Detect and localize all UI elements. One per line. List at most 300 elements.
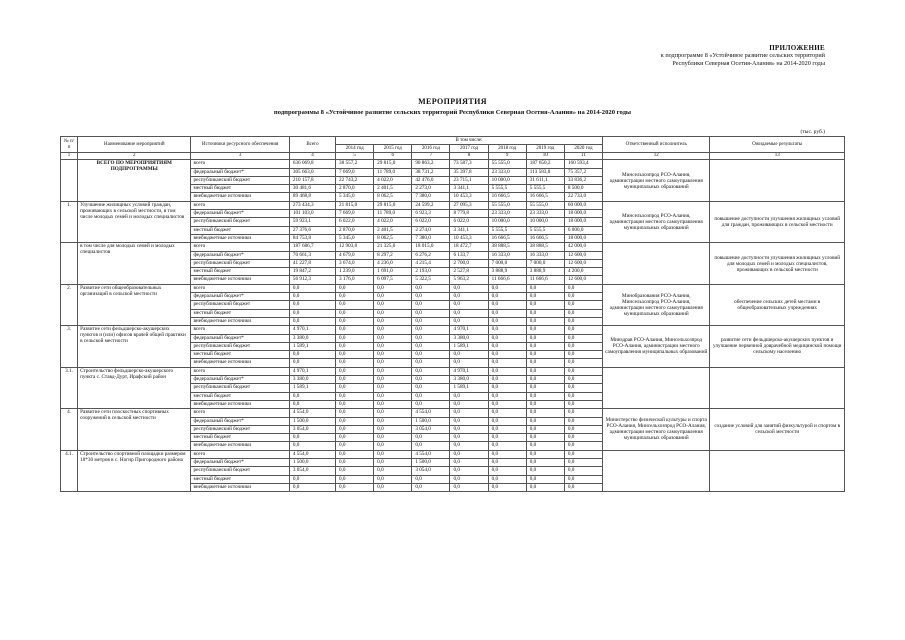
column-number: 11 xyxy=(564,153,602,160)
measure-name-cell: Строительство спортивной площадки размером 18*30 метров в с. Ногир Пригородного района xyxy=(78,450,191,491)
year-value-cell: 4 554,0 xyxy=(412,450,450,458)
col-incl-header: В том числе: xyxy=(336,137,603,145)
year-value-cell: 2 274,0 xyxy=(412,226,450,234)
year-value-cell: 3 341,1 xyxy=(450,226,488,234)
result-cell: развитие сети фельдшерско-акушерских пунктов и улучшение первичной доврачебной медицинской помощи сельскому населению xyxy=(710,326,845,367)
col-name-header: Наименование мероприятий xyxy=(78,137,191,153)
source-cell: республиканский бюджет xyxy=(191,176,289,184)
total-cell: 0,0 xyxy=(289,400,335,408)
year-value-cell: 0,0 xyxy=(336,400,374,408)
year-value-cell: 8 062,5 xyxy=(374,193,412,201)
year-value-cell: 23 333,0 xyxy=(488,168,526,176)
year-value-cell: 7 669,0 xyxy=(336,168,374,176)
source-cell: республиканский бюджет xyxy=(191,218,289,226)
source-cell: республиканский бюджет xyxy=(191,425,289,433)
appendix-line-2: Республики Северная Осетия-Алания» на 2014-2020 годы xyxy=(672,60,825,67)
column-number: 2 xyxy=(78,153,191,160)
year-value-cell: 0,0 xyxy=(412,309,450,317)
year-value-cell: 0,0 xyxy=(374,434,412,442)
year-value-cell: 0,0 xyxy=(564,342,602,350)
year-value-cell: 3 674,0 xyxy=(336,259,374,267)
year-value-cell: 0,0 xyxy=(526,317,564,325)
year-value-cell: 0,0 xyxy=(412,434,450,442)
year-value-cell: 0,0 xyxy=(488,400,526,408)
year-value-cell: 0,0 xyxy=(526,293,564,301)
source-cell: внебюджетные источники xyxy=(191,483,289,491)
source-cell: республиканский бюджет xyxy=(191,259,289,267)
doc-title: МЕРОПРИЯТИЯ xyxy=(418,97,487,106)
year-value-cell: 0,0 xyxy=(336,417,374,425)
source-cell: республиканский бюджет xyxy=(191,301,289,309)
total-cell: 0,0 xyxy=(289,475,335,483)
year-value-cell: 0,0 xyxy=(336,434,374,442)
year-value-cell: 0,0 xyxy=(526,384,564,392)
year-value-cell: 16 666,5 xyxy=(488,193,526,201)
year-value-cell: 0,0 xyxy=(526,376,564,384)
year-value-cell: 0,0 xyxy=(336,342,374,350)
year-value-cell: 0,0 xyxy=(564,392,602,400)
year-value-cell: 4 022,0 xyxy=(374,218,412,226)
table-row xyxy=(61,409,845,417)
year-value-cell: 38 888,5 xyxy=(526,243,564,251)
year-value-cell: 0,0 xyxy=(336,284,374,292)
year-value-cell: 2 527,8 xyxy=(450,268,488,276)
year-value-cell: 0,0 xyxy=(336,326,374,334)
year-value-cell: 0,0 xyxy=(374,483,412,491)
year-value-cell: 0,0 xyxy=(336,317,374,325)
source-cell: федеральный бюджет* xyxy=(191,251,289,259)
year-value-cell: 0,0 xyxy=(450,450,488,458)
year-value-cell: 0,0 xyxy=(488,367,526,375)
year-value-cell: 0,0 xyxy=(564,467,602,475)
appendix-title: ПРИЛОЖЕНИЕ xyxy=(769,44,825,52)
total-cell: 3 380,0 xyxy=(289,376,335,384)
year-value-cell: 0,0 xyxy=(374,384,412,392)
year-value-cell: 3 176,0 xyxy=(336,276,374,284)
year-value-cell: 16 666,5 xyxy=(526,193,564,201)
year-value-cell: 0,0 xyxy=(336,384,374,392)
year-value-cell: 0,0 xyxy=(412,326,450,334)
year-header: 2016 год xyxy=(412,145,450,153)
year-value-cell: 0,0 xyxy=(412,475,450,483)
year-value-cell: 0,0 xyxy=(336,351,374,359)
total-cell: 4 554,0 xyxy=(289,409,335,417)
year-value-cell: 0,0 xyxy=(564,434,602,442)
total-cell: 0,0 xyxy=(289,351,335,359)
measure-name-cell: Строительство фельдшерско-акушерского пункта с. Ставд-Дурт, Ирафский район xyxy=(78,367,191,408)
total-cell: 4 554,0 xyxy=(289,450,335,458)
source-cell: всего xyxy=(191,201,289,209)
year-value-cell: 22 733,0 xyxy=(564,193,602,201)
year-value-cell: 0,0 xyxy=(374,351,412,359)
year-value-cell: 4 970,1 xyxy=(450,367,488,375)
measure-name-cell: Развитие сети общеобразовательных организаций в сельской местности xyxy=(78,284,191,325)
year-value-cell: 12 600,0 xyxy=(564,259,602,267)
year-value-cell: 55 555,0 xyxy=(488,160,526,168)
total-cell: 84 753,8 xyxy=(289,234,335,242)
year-value-cell: 42 476,0 xyxy=(412,176,450,184)
source-cell: республиканский бюджет xyxy=(191,342,289,350)
year-value-cell: 2 401,5 xyxy=(374,226,412,234)
total-cell: 0,0 xyxy=(289,309,335,317)
year-value-cell: 11 789,0 xyxy=(374,168,412,176)
year-value-cell: 0,0 xyxy=(412,359,450,367)
year-value-cell: 3 341,1 xyxy=(450,185,488,193)
total-cell: 0,0 xyxy=(289,483,335,491)
year-value-cell: 7 380,0 xyxy=(412,234,450,242)
year-value-cell: 0,0 xyxy=(450,301,488,309)
year-value-cell: 55 555,0 xyxy=(488,201,526,209)
source-cell: всего xyxy=(191,284,289,292)
year-value-cell: 18 015,0 xyxy=(412,243,450,251)
year-value-cell: 2 193,0 xyxy=(412,268,450,276)
source-cell: внебюджетные источники xyxy=(191,276,289,284)
year-value-cell: 8 500,0 xyxy=(564,185,602,193)
table-row xyxy=(61,243,845,251)
year-value-cell: 0,0 xyxy=(412,400,450,408)
year-value-cell: 5 555,5 xyxy=(488,226,526,234)
total-cell: 0,0 xyxy=(289,301,335,309)
year-value-cell: 4 679,0 xyxy=(336,251,374,259)
row-number-cell: 4. xyxy=(61,409,78,450)
measure-name-cell: Развитие сети фельдшерско-акушерских пунктов и (или) офисов врачей общей практики в сельской местности xyxy=(78,326,191,367)
year-value-cell: 0,0 xyxy=(564,351,602,359)
total-cell: 1 589,1 xyxy=(289,342,335,350)
source-cell: всего xyxy=(191,160,289,168)
source-cell: всего xyxy=(191,367,289,375)
year-value-cell: 3 888,9 xyxy=(488,268,526,276)
year-value-cell: 0,0 xyxy=(564,425,602,433)
year-value-cell: 10 000,0 xyxy=(526,218,564,226)
year-value-cell: 11 789,0 xyxy=(374,210,412,218)
column-number: 5 xyxy=(336,153,374,160)
source-cell: местный бюджет xyxy=(191,309,289,317)
year-value-cell: 6 022,0 xyxy=(412,218,450,226)
doc-subtitle: подпрограммы 8 «Устойчивое развитие сельских территорий Республики Северная Осетия-Алания» на 2014-2020 годы xyxy=(273,109,632,116)
source-cell: местный бюджет xyxy=(191,475,289,483)
total-cell: 3 054,0 xyxy=(289,467,335,475)
year-value-cell: 0,0 xyxy=(336,367,374,375)
year-value-cell: 2 870,0 xyxy=(336,226,374,234)
year-value-cell: 3 380,0 xyxy=(450,376,488,384)
total-cell: 1 500,0 xyxy=(289,417,335,425)
table-row xyxy=(61,284,845,292)
year-value-cell: 0,0 xyxy=(526,392,564,400)
year-value-cell: 0,0 xyxy=(526,342,564,350)
year-header: 2019 год xyxy=(526,145,564,153)
year-value-cell: 0,0 xyxy=(412,317,450,325)
year-value-cell: 0,0 xyxy=(374,367,412,375)
year-value-cell: 0,0 xyxy=(526,417,564,425)
year-value-cell: 0,0 xyxy=(488,326,526,334)
year-value-cell: 10 000,0 xyxy=(488,176,526,184)
source-cell: федеральный бюджет* xyxy=(191,417,289,425)
year-value-cell: 0,0 xyxy=(488,434,526,442)
year-value-cell: 0,0 xyxy=(564,483,602,491)
year-value-cell: 0,0 xyxy=(374,425,412,433)
year-value-cell: 0,0 xyxy=(564,442,602,450)
year-value-cell: 0,0 xyxy=(336,475,374,483)
year-value-cell: 0,0 xyxy=(450,284,488,292)
year-value-cell: 0,0 xyxy=(336,392,374,400)
year-value-cell: 0,0 xyxy=(564,376,602,384)
year-header: 2018 год xyxy=(488,145,526,153)
year-value-cell: 0,0 xyxy=(374,309,412,317)
result-cell xyxy=(710,367,845,408)
year-value-cell: 0,0 xyxy=(412,284,450,292)
result-cell: обеспечение сельских детей местами в общеобразовательных учреждениях xyxy=(710,284,845,325)
year-value-cell: 6 133,7 xyxy=(450,251,488,259)
source-cell: республиканский бюджет xyxy=(191,467,289,475)
year-value-cell: 33 836,2 xyxy=(564,176,602,184)
year-value-cell: 4 236,0 xyxy=(374,259,412,267)
year-value-cell: 0,0 xyxy=(374,475,412,483)
source-cell: всего xyxy=(191,243,289,251)
year-value-cell: 0,0 xyxy=(564,400,602,408)
year-value-cell: 18 472,7 xyxy=(450,243,488,251)
column-number: 7 xyxy=(412,153,450,160)
units-label: (тыс. руб.) xyxy=(800,129,825,135)
year-value-cell: 6 097,5 xyxy=(374,276,412,284)
year-value-cell: 0,0 xyxy=(336,483,374,491)
year-value-cell: 35 397,8 xyxy=(450,168,488,176)
year-value-cell: 0,0 xyxy=(374,317,412,325)
year-value-cell: 42 000,0 xyxy=(564,243,602,251)
total-cell: 4 970,1 xyxy=(289,367,335,375)
year-value-cell: 0,0 xyxy=(374,301,412,309)
column-number: 9 xyxy=(488,153,526,160)
year-value-cell: 0,0 xyxy=(412,293,450,301)
year-value-cell: 16 333,0 xyxy=(526,251,564,259)
year-value-cell: 0,0 xyxy=(526,301,564,309)
source-cell: республиканский бюджет xyxy=(191,384,289,392)
year-value-cell: 0,0 xyxy=(450,409,488,417)
result-cell: повышение доступности улучшения жилищных условий для граждан, проживающих в сельской местности xyxy=(710,201,845,242)
year-value-cell: 0,0 xyxy=(450,467,488,475)
year-value-cell: 23 715,1 xyxy=(450,176,488,184)
year-value-cell: 0,0 xyxy=(564,458,602,466)
year-value-cell: 0,0 xyxy=(374,392,412,400)
total-cell: 59 923,1 xyxy=(289,218,335,226)
source-cell: местный бюджет xyxy=(191,351,289,359)
source-cell: всего xyxy=(191,450,289,458)
year-value-cell: 0,0 xyxy=(374,442,412,450)
year-value-cell: 0,0 xyxy=(336,409,374,417)
year-value-cell: 7 380,0 xyxy=(412,193,450,201)
year-value-cell: 0,0 xyxy=(526,309,564,317)
year-value-cell: 0,0 xyxy=(450,475,488,483)
year-value-cell: 73 587,3 xyxy=(450,160,488,168)
year-value-cell: 0,0 xyxy=(488,425,526,433)
result-cell: создание условий для занятий физкультурой и спортом в сельской местности xyxy=(710,409,845,450)
year-value-cell: 21 325,0 xyxy=(374,243,412,251)
year-value-cell: 0,0 xyxy=(336,425,374,433)
table-row xyxy=(61,450,845,458)
year-value-cell: 0,0 xyxy=(564,450,602,458)
executor-cell: Минздрав РСО-Алания, Минсельхозпрод РСО-Алания, администрации местного самоуправления муниципальных образований xyxy=(603,326,710,367)
row-number-cell: 3.1. xyxy=(61,367,78,408)
year-value-cell: 0,0 xyxy=(564,359,602,367)
row-number-cell: 2. xyxy=(61,284,78,325)
year-value-cell: 7 000,0 xyxy=(488,259,526,267)
year-value-cell: 22 743,2 xyxy=(336,176,374,184)
executor-cell xyxy=(603,367,710,408)
total-cell: 41 227,8 xyxy=(289,259,335,267)
source-cell: федеральный бюджет* xyxy=(191,376,289,384)
measures-table xyxy=(60,136,845,492)
year-value-cell: 0,0 xyxy=(450,392,488,400)
year-value-cell: 0,0 xyxy=(374,400,412,408)
source-cell: федеральный бюджет* xyxy=(191,334,289,342)
year-value-cell: 0,0 xyxy=(564,301,602,309)
row-number-cell: 3. xyxy=(61,326,78,367)
year-value-cell: 0,0 xyxy=(564,417,602,425)
year-value-cell: 0,0 xyxy=(374,467,412,475)
year-value-cell: 24 599,2 xyxy=(412,201,450,209)
total-cell: 305 663,0 xyxy=(289,168,335,176)
year-value-cell: 0,0 xyxy=(336,376,374,384)
year-value-cell: 187 650,2 xyxy=(526,160,564,168)
total-cell: 4 970,1 xyxy=(289,326,335,334)
year-value-cell: 0,0 xyxy=(564,367,602,375)
year-value-cell: 1 239,0 xyxy=(336,268,374,276)
result-cell: повышение доступности улучшения жилищных условий для молодых семей и молодых специалистов, проживающих в сельской местности xyxy=(710,243,845,284)
col-executor-header: Ответственный исполнитель xyxy=(603,137,710,153)
year-value-cell: 60 000,0 xyxy=(564,201,602,209)
total-cell: 3 054,0 xyxy=(289,425,335,433)
year-value-cell: 0,0 xyxy=(526,409,564,417)
year-value-cell: 0,0 xyxy=(526,400,564,408)
column-number: 4 xyxy=(289,153,335,160)
executor-cell: Минсельхозпрод РСО-Алания, администрации местного самоуправления муниципальных образований xyxy=(603,201,710,242)
year-value-cell: 0,0 xyxy=(488,351,526,359)
executor-cell: Министерство физической культуры и спорта РСО-Алания, Минсельхозпрод РСО-Алания, администрации местного самоуправления муниципальных образований xyxy=(603,409,710,450)
year-value-cell: 1 589,1 xyxy=(450,384,488,392)
year-value-cell: 0,0 xyxy=(412,483,450,491)
year-value-cell: 0,0 xyxy=(450,442,488,450)
source-cell: федеральный бюджет* xyxy=(191,293,289,301)
year-value-cell: 0,0 xyxy=(564,317,602,325)
measure-name-cell: ВСЕГО ПО МЕРОПРИЯТИЯМ ПОДПРОГРАММЫ xyxy=(78,160,191,201)
year-value-cell: 31 611,1 xyxy=(526,176,564,184)
year-value-cell: 4 554,0 xyxy=(412,409,450,417)
year-value-cell: 2 700,0 xyxy=(450,259,488,267)
column-number: 10 xyxy=(526,153,564,160)
year-value-cell: 1 589,1 xyxy=(450,342,488,350)
year-value-cell: 7 000,0 xyxy=(526,259,564,267)
year-value-cell: 8 297,2 xyxy=(374,251,412,259)
year-value-cell: 0,0 xyxy=(526,483,564,491)
column-number: 1 xyxy=(61,153,78,160)
year-value-cell: 0,0 xyxy=(488,475,526,483)
source-cell: внебюджетные источники xyxy=(191,234,289,242)
year-value-cell: 5 345,0 xyxy=(336,193,374,201)
total-cell: 0,0 xyxy=(289,434,335,442)
year-value-cell: 2 401,5 xyxy=(374,185,412,193)
year-value-cell: 90 863,2 xyxy=(412,160,450,168)
year-value-cell: 0,0 xyxy=(450,359,488,367)
year-value-cell: 0,0 xyxy=(412,442,450,450)
total-cell: 1 500,0 xyxy=(289,458,335,466)
year-value-cell: 0,0 xyxy=(374,458,412,466)
total-cell: 56 912,3 xyxy=(289,276,335,284)
year-value-cell: 3 054,0 xyxy=(412,467,450,475)
year-value-cell: 10 453,3 xyxy=(450,193,488,201)
year-header: 2017 год xyxy=(450,145,488,153)
year-value-cell: 0,0 xyxy=(412,334,450,342)
year-value-cell: 0,0 xyxy=(336,293,374,301)
source-cell: местный бюджет xyxy=(191,268,289,276)
year-value-cell: 0,0 xyxy=(564,309,602,317)
year-value-cell: 5 322,5 xyxy=(412,276,450,284)
year-value-cell: 38 888,5 xyxy=(488,243,526,251)
year-value-cell: 0,0 xyxy=(336,467,374,475)
total-cell: 0,0 xyxy=(289,284,335,292)
source-cell: внебюджетные источники xyxy=(191,400,289,408)
year-value-cell: 0,0 xyxy=(564,334,602,342)
year-value-cell: 0,0 xyxy=(412,301,450,309)
column-number-row xyxy=(61,153,845,160)
year-value-cell: 0,0 xyxy=(564,284,602,292)
total-cell: 101 103,0 xyxy=(289,210,335,218)
col-no-header: № п/п xyxy=(61,137,78,153)
year-value-cell: 0,0 xyxy=(336,359,374,367)
source-cell: всего xyxy=(191,409,289,417)
row-number-cell: 1. xyxy=(61,201,78,242)
source-cell: местный бюджет xyxy=(191,185,289,193)
year-value-cell: 0,0 xyxy=(336,442,374,450)
source-cell: федеральный бюджет* xyxy=(191,168,289,176)
appendix-block xyxy=(661,44,825,68)
year-value-cell: 0,0 xyxy=(488,334,526,342)
year-value-cell: 11 666,6 xyxy=(488,276,526,284)
year-value-cell: 18 000,0 xyxy=(564,210,602,218)
year-value-cell: 0,0 xyxy=(450,317,488,325)
year-value-cell: 0,0 xyxy=(374,326,412,334)
year-value-cell: 0,0 xyxy=(374,450,412,458)
year-value-cell: 0,0 xyxy=(374,376,412,384)
total-cell: 636 069,8 xyxy=(289,160,335,168)
year-value-cell: 0,0 xyxy=(488,392,526,400)
year-value-cell: 0,0 xyxy=(336,334,374,342)
year-value-cell: 7 669,0 xyxy=(336,210,374,218)
year-value-cell: 1 500,0 xyxy=(412,417,450,425)
year-value-cell: 0,0 xyxy=(450,293,488,301)
row-number-cell: 4.1. xyxy=(61,450,78,491)
year-value-cell: 38 731,2 xyxy=(412,168,450,176)
result-cell xyxy=(710,450,845,491)
year-value-cell: 0,0 xyxy=(412,342,450,350)
year-value-cell: 0,0 xyxy=(564,326,602,334)
year-value-cell: 0,0 xyxy=(412,376,450,384)
year-value-cell: 18 000,0 xyxy=(564,218,602,226)
year-value-cell: 2 273,0 xyxy=(412,185,450,193)
year-value-cell: 0,0 xyxy=(450,458,488,466)
year-value-cell: 0,0 xyxy=(564,409,602,417)
year-value-cell: 12 903,0 xyxy=(336,243,374,251)
year-value-cell: 6 000,0 xyxy=(564,226,602,234)
year-value-cell: 5 345,0 xyxy=(336,234,374,242)
total-cell: 89 468,8 xyxy=(289,193,335,201)
total-cell: 70 661,3 xyxy=(289,251,335,259)
year-value-cell: 0,0 xyxy=(526,467,564,475)
year-value-cell: 0,0 xyxy=(564,384,602,392)
year-value-cell: 0,0 xyxy=(526,458,564,466)
year-value-cell: 0,0 xyxy=(450,400,488,408)
year-value-cell: 5 963,2 xyxy=(450,276,488,284)
year-value-cell: 0,0 xyxy=(488,417,526,425)
source-cell: внебюджетные источники xyxy=(191,317,289,325)
